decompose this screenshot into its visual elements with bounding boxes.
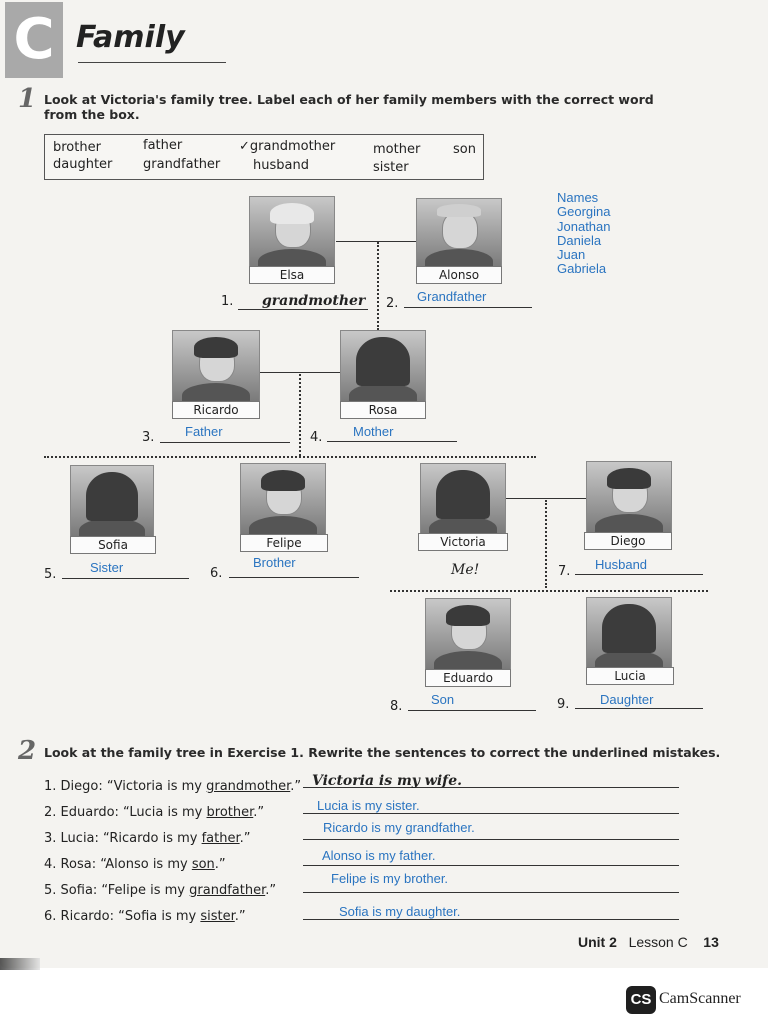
sentence-6: 6. Ricardo: “Sofia is my sister.” [44, 909, 246, 924]
rewrite-line-6 [303, 919, 679, 920]
photo-ricardo [172, 330, 260, 402]
sentence-4: 4. Rosa: “Alonso is my son.” [44, 857, 226, 872]
photo-eduardo [425, 598, 511, 670]
name-item: Jonathan [557, 218, 611, 234]
answer-line-3 [160, 442, 290, 443]
photo-elsa [249, 196, 335, 268]
sentence-5: 5. Sofia: “Felipe is my grandfather.” [44, 883, 277, 898]
question-number: 1. [221, 294, 234, 309]
name-item: Gabriela [557, 261, 607, 277]
descent-line-gen2 [299, 374, 301, 456]
marriage-line-ricardo-rosa [260, 372, 340, 373]
word-brother: brother [53, 140, 101, 155]
exercise-2-instruction: Look at the family tree in Exercise 1. Rewrite the sentences to correct the underlined mistakes. [44, 745, 721, 760]
sentence-2: 2. Eduardo: “Lucia is my brother.” [44, 805, 265, 820]
marriage-line-victoria-diego [506, 498, 586, 499]
photo-diego [586, 461, 672, 533]
instruction-line-1: Look at Victoria's family tree. Label each of her family members with the correct word [44, 92, 654, 107]
answer-1-handwritten: grandmother [262, 293, 366, 309]
word-husband: husband [253, 158, 309, 173]
footer-unit: Unit 2 [578, 934, 617, 950]
name-label-eduardo: Eduardo [425, 669, 511, 687]
answer-line-1 [238, 309, 368, 310]
rewrite-answer-1: Victoria is my wife. [312, 773, 462, 789]
answer-6: Brother [253, 555, 296, 570]
answer-9: Daughter [600, 692, 654, 707]
question-number: 6. [210, 566, 223, 581]
exercise-1-number: 1 [18, 84, 37, 114]
rewrite-line-5 [303, 892, 679, 893]
photo-victoria [420, 463, 506, 535]
word-grandfather: grandfather [143, 157, 221, 172]
exercise-2-number: 2 [18, 736, 37, 766]
name-label-ricardo: Ricardo [172, 401, 260, 419]
photo-felipe [240, 463, 326, 535]
sibling-line-gen4 [390, 590, 708, 592]
word-box [44, 134, 484, 180]
question-number: 5. [44, 567, 57, 582]
question-number: 9. [557, 697, 570, 712]
handwritten-names-note [557, 191, 611, 277]
rewrite-answer-4: Alonso is my father. [322, 848, 436, 863]
question-number: 3. [142, 430, 155, 445]
rewrite-line-4 [303, 865, 679, 866]
section-letter-tab: C [5, 2, 63, 78]
answer-line-5 [62, 578, 189, 579]
word-grandmother: ✓grandmother [239, 139, 336, 154]
word-son: son [453, 142, 476, 157]
answer-4: Mother [353, 424, 394, 439]
name-label-elsa: Elsa [249, 266, 335, 284]
question-number: 7. [558, 564, 571, 579]
rewrite-answer-6: Sofia is my daughter. [339, 904, 461, 919]
page-footer [578, 934, 719, 950]
question-number: 8. [390, 699, 403, 714]
name-label-alonso: Alonso [416, 266, 502, 284]
section-title: Family [76, 20, 185, 55]
word-father: father [143, 138, 183, 153]
camscanner-logo-icon: CS [626, 986, 656, 1014]
marriage-line-elsa-alonso [336, 241, 416, 242]
word-sister: sister [373, 160, 409, 175]
name-item: Juan [557, 247, 586, 263]
names-heading: Names [557, 190, 599, 205]
answer-8: Son [431, 692, 455, 707]
rewrite-answer-2: Lucia is my sister. [317, 798, 420, 813]
word-daughter: daughter [53, 157, 113, 172]
sentence-1: 1. Diego: “Victoria is my grandmother.” [44, 779, 302, 794]
answer-line-8 [408, 710, 536, 711]
answer-7: Husband [595, 557, 648, 572]
name-label-sofia: Sofia [70, 536, 156, 554]
rewrite-answer-3: Ricardo is my grandfather. [323, 820, 475, 835]
sibling-line-gen3 [44, 456, 536, 458]
answer-line-4 [327, 441, 457, 442]
name-label-victoria: Victoria [418, 533, 508, 551]
name-label-diego: Diego [584, 532, 672, 550]
rewrite-line-3 [303, 839, 679, 840]
footer-lesson: Lesson C [628, 934, 688, 950]
answer-line-6 [229, 577, 359, 578]
name-label-felipe: Felipe [240, 534, 328, 552]
descent-line-gen3 [545, 500, 547, 588]
descent-line-gen1 [377, 242, 379, 330]
name-item: Georgina [557, 204, 611, 220]
footer-page-number: 13 [703, 934, 719, 950]
photo-rosa [340, 330, 426, 402]
photo-alonso [416, 198, 502, 268]
page-edge-shadow [0, 958, 40, 970]
answer-line-2 [404, 307, 532, 308]
answer-3: Father [185, 424, 223, 439]
photo-sofia [70, 465, 154, 537]
name-label-lucia: Lucia [586, 667, 674, 685]
rewrite-answer-5: Felipe is my brother. [331, 871, 449, 886]
answer-5: Sister [90, 560, 124, 575]
answer-victoria-me: Me! [451, 562, 480, 578]
answer-line-9 [575, 708, 703, 709]
sentence-3: 3. Lucia: “Ricardo is my father.” [44, 831, 251, 846]
exercise-1-instruction [44, 92, 654, 122]
title-underline [78, 62, 226, 63]
name-label-rosa: Rosa [340, 401, 426, 419]
question-number: 4. [310, 430, 323, 445]
name-item: Daniela [557, 232, 602, 248]
answer-2: Grandfather [417, 289, 487, 304]
photo-lucia [586, 597, 672, 669]
instruction-line-2: from the box. [44, 107, 140, 122]
question-number: 2. [386, 296, 399, 311]
camscanner-watermark: CamScanner [659, 990, 741, 1007]
answer-line-7 [575, 574, 703, 575]
word-mother: mother [373, 142, 421, 157]
rewrite-line-2 [303, 813, 679, 814]
